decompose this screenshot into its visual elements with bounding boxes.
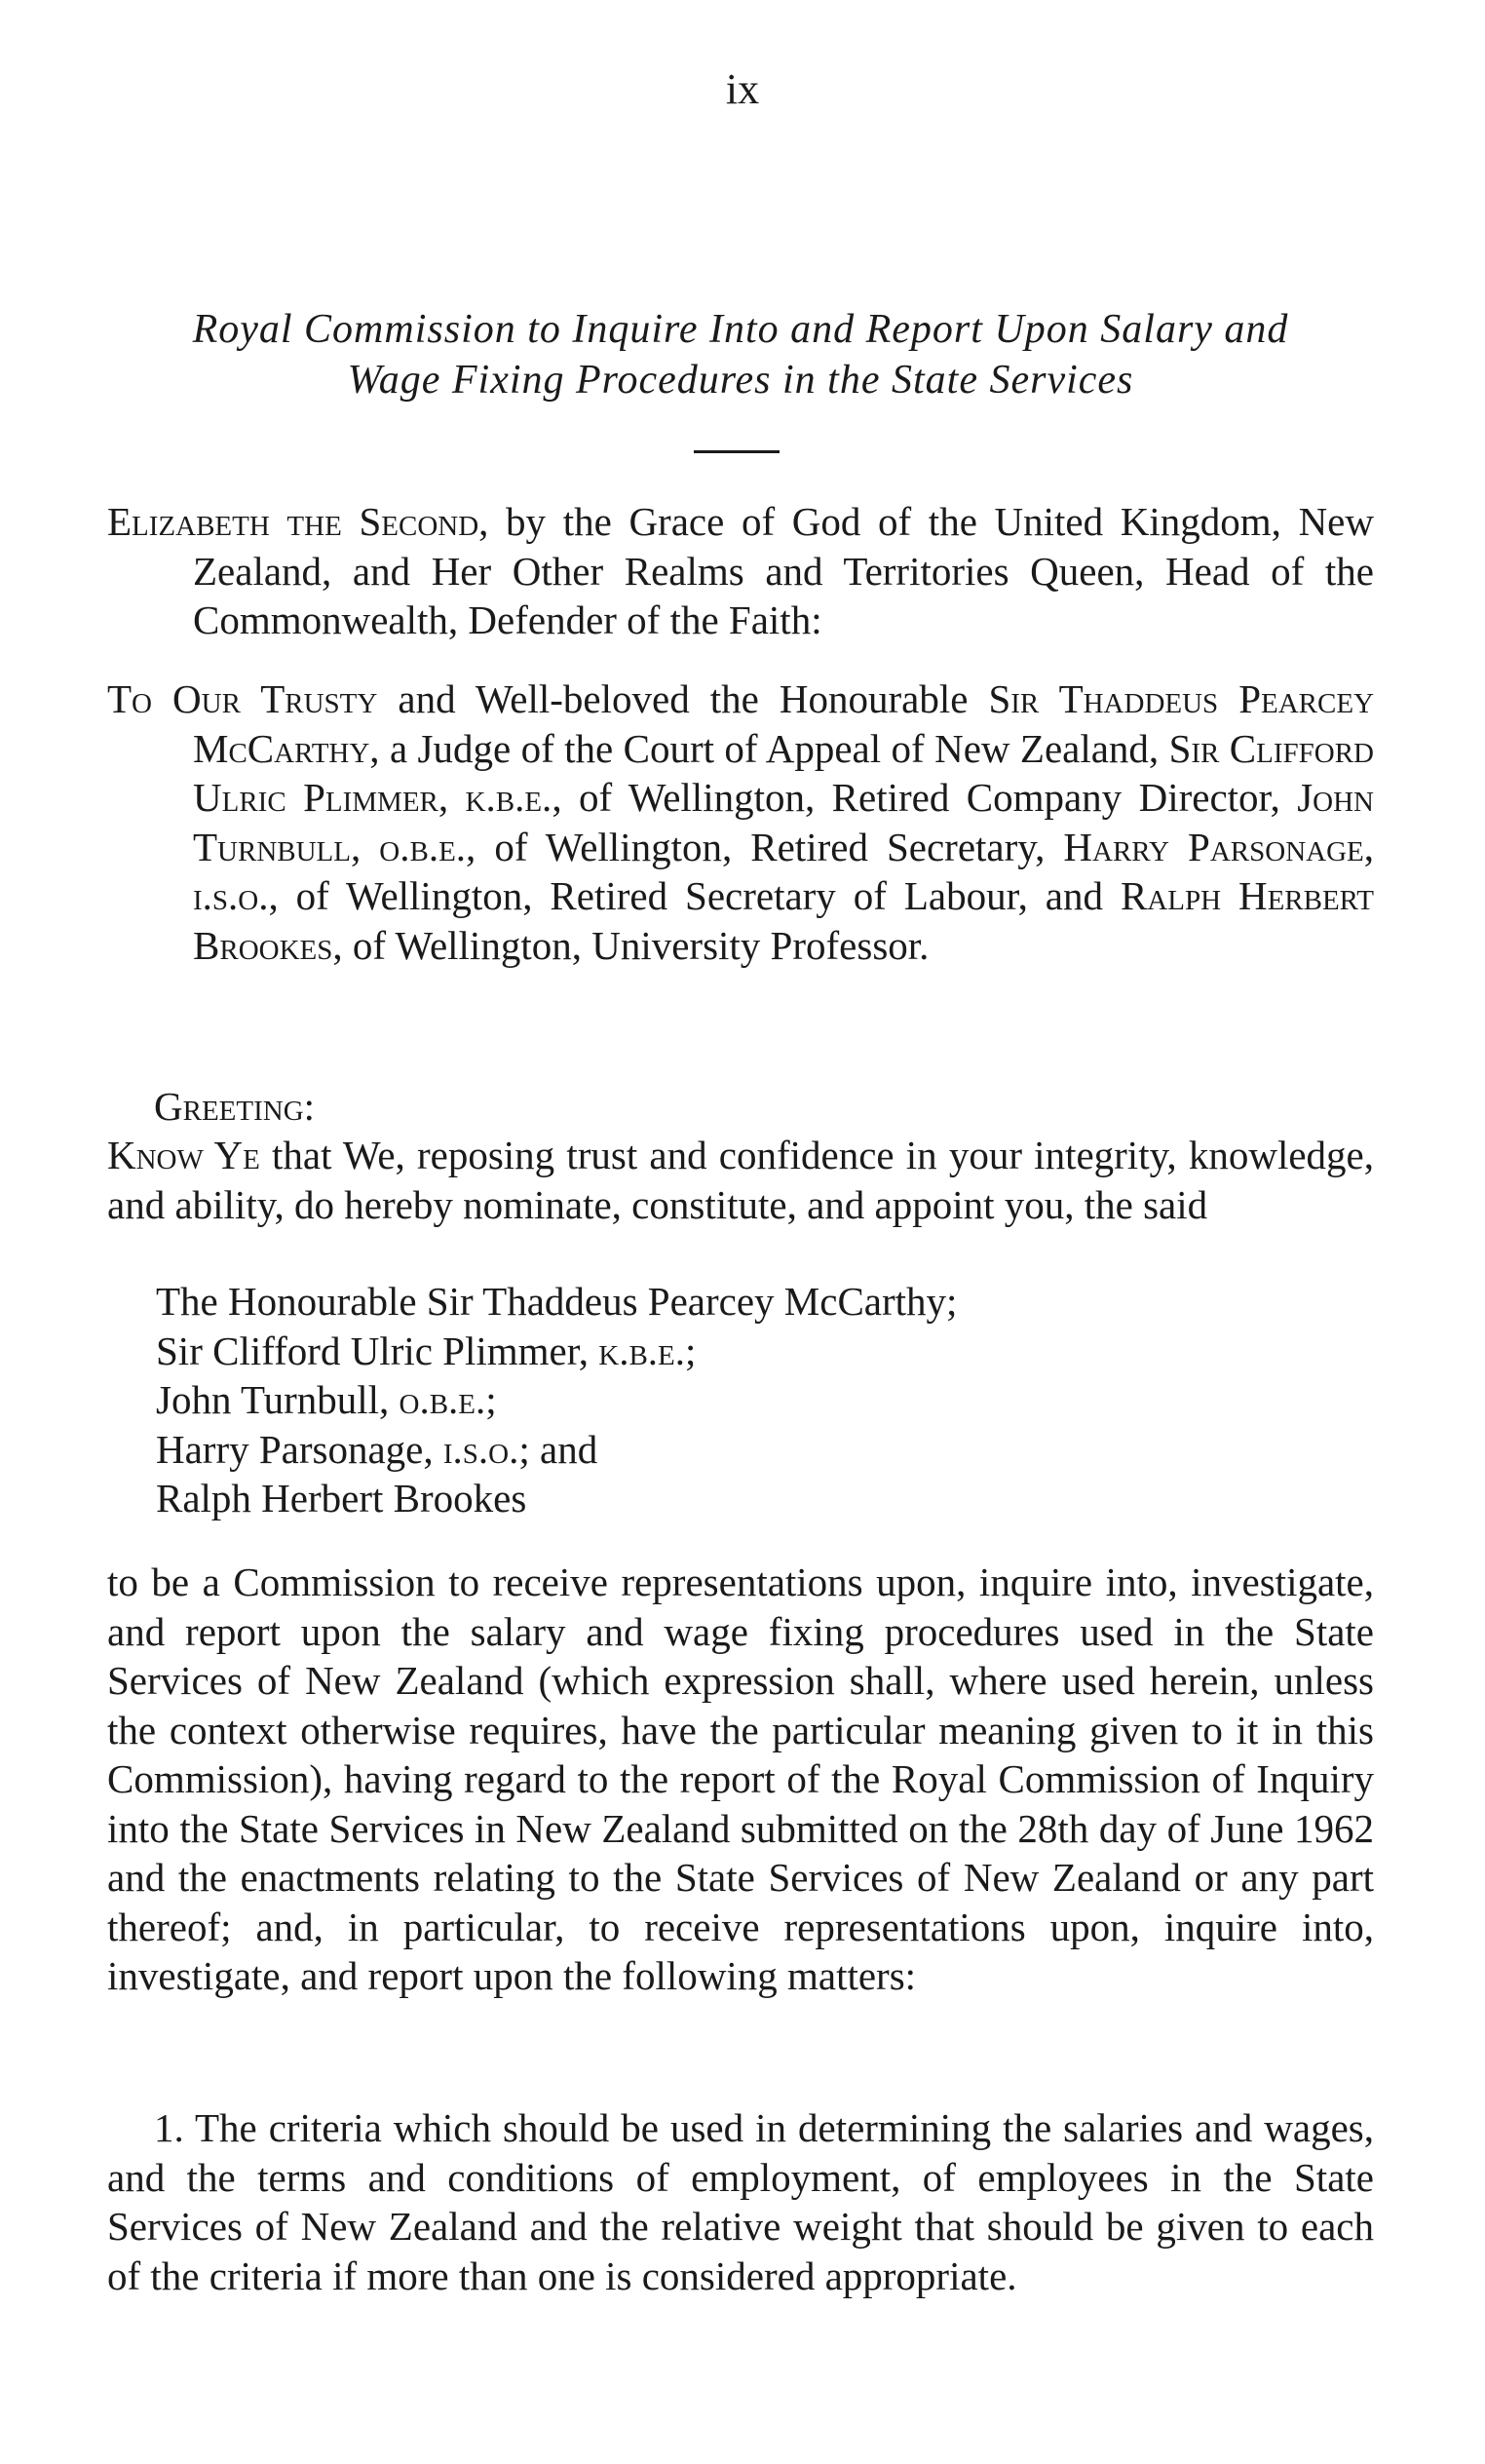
name-text: Harry Parsonage, — [156, 1426, 443, 1472]
matter-item-1 — [107, 2103, 1374, 2300]
name-tail: ; — [685, 1328, 697, 1373]
commissioner-name — [156, 1277, 1423, 1327]
commissioner-name — [156, 1425, 1423, 1475]
commissioner-list — [156, 1277, 1423, 1523]
name-tail: ; — [485, 1377, 497, 1422]
address-text-5: , of Wellington, Retired Secretary of Labour, and — [268, 873, 1121, 918]
name-honour: k.b.e. — [598, 1328, 686, 1373]
address-name-3: John Turnbull, — [193, 775, 1375, 869]
purpose-paragraph — [107, 1558, 1374, 2001]
address-lead: To Our Trusty — [107, 676, 378, 721]
commissioner-name — [156, 1327, 1423, 1376]
page-number: ix — [725, 65, 760, 113]
name-text: Ralph Herbert Brookes — [156, 1476, 527, 1521]
address-honour-4: i.s.o. — [193, 873, 269, 918]
know-ye-lead: Know Ye — [107, 1133, 260, 1177]
address-honour-2: k.b.e. — [448, 775, 552, 820]
greeting — [107, 1082, 1421, 1132]
name-text: John Turnbull, — [156, 1377, 400, 1422]
sovereign-name: Elizabeth the Second, — [107, 499, 489, 544]
address-name-4: Harry Parsonage, — [1063, 824, 1374, 869]
know-ye-text: that We, reposing trust and confidence in your integrity, knowledge, and ability, do hereby nominate, constitute, and appoint you, the said — [107, 1133, 1374, 1227]
address-text-3: , of Wellington, Retired Company Director, — [552, 775, 1298, 820]
greeting-text: Greeting: — [154, 1084, 316, 1129]
title-line-2: Wage Fixing Procedures in the State Services — [347, 358, 1134, 403]
address-text-6: of Wellington, University Professor. — [342, 922, 930, 968]
commissioner-name — [156, 1474, 1423, 1523]
address-text-2: a Judge of the Court of Appeal of New Zealand, — [379, 725, 1169, 771]
address-honour-3: o.b.e. — [361, 824, 467, 869]
address-paragraph — [107, 674, 1374, 970]
address-name-1: Sir Thaddeus Pearcey McCarthy, — [193, 676, 1375, 771]
sovereign-paragraph — [107, 497, 1374, 645]
name-honour: o.b.e. — [399, 1377, 486, 1422]
title-line-1: Royal Commission to Inquire Into and Report Upon Salary and — [192, 307, 1289, 352]
name-text: The Honourable Sir Thaddeus Pearcey McCarthy; — [156, 1279, 958, 1324]
commissioner-name — [156, 1375, 1423, 1425]
address-name-2: Sir Clifford Ulric Plimmer, — [193, 725, 1374, 820]
know-ye-paragraph — [107, 1131, 1374, 1229]
matter-item-1-text: 1. The criteria which should be used in determining the salaries and wages, and the terms and conditions of employment, of employees in the State Services of New Zealand and the relative weight that should be given to each of the criteria if more than one is considered appropriate. — [107, 2105, 1374, 2298]
name-honour: i.s.o. — [442, 1426, 519, 1472]
address-name-5: Ralph Herbert Brookes, — [193, 873, 1374, 968]
title-divider — [694, 450, 780, 453]
name-text: Sir Clifford Ulric Plimmer, — [156, 1328, 599, 1373]
sovereign-text: by the Grace of God of the United Kingdom, New Zealand, and Her Other Realms and Territories Queen, Head of the Commonwealth, Defender of the Faith: — [193, 499, 1374, 642]
address-text-4: , of Wellington, Retired Secretary, — [466, 824, 1064, 869]
purpose-text: to be a Commission to receive representations upon, inquire into, investigate, and report upon the salary and wage fixing procedures used in the State Services of New Zealand (which expression shall, where used herein, unless the context otherwise requires, have the particular meaning given to it in this Commission), having regard to the report of the Royal Commission of Inquiry into the State Services in New Zealand submitted on the 28th day of June 1962 and the enactments relating to the State Services of New Zealand or any part thereof; and, in particular, to receive representations upon, inquire into, investigate, and report upon the following matters: — [107, 1559, 1374, 1998]
commission-title — [97, 304, 1384, 405]
address-text-1: and Well-beloved the Honourable — [377, 676, 989, 721]
name-tail: ; and — [518, 1426, 598, 1472]
